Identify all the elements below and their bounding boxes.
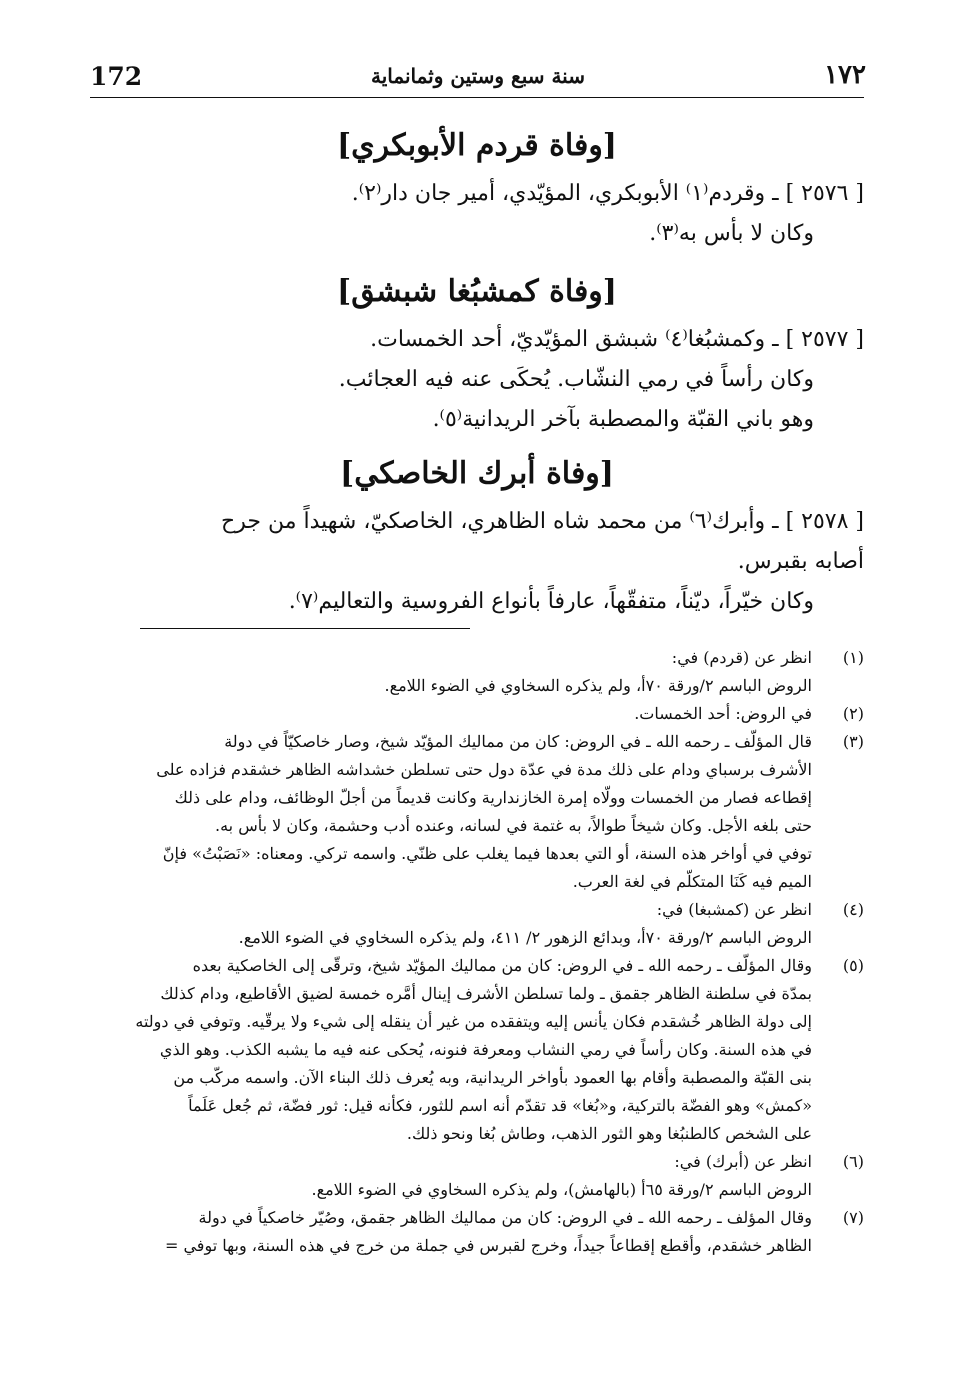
page-header <box>90 60 866 96</box>
footnote-line: انظر عن (كمشبغا) في: <box>656 900 812 919</box>
footnote <box>88 896 864 952</box>
footnote-separator <box>140 628 470 629</box>
footnote <box>88 644 864 700</box>
footnote-line: إلى دولة الظاهر خُشقدم فكان يأنس إليه ويتفقده من غير أن ينقله إلى شيء ولا يرقّيه. وتوفي في دولته <box>135 1012 812 1031</box>
footnote <box>88 700 864 728</box>
page-number-latin: 172 <box>90 62 143 91</box>
footnote-number: (٥) <box>842 956 864 975</box>
footnote-line: «كمش» وهو الفضّة بالتركية، و«بُغا» قد تقدّم أنه اسم للثور، فكأنه قيل: ثور فضّة، ثم جُعل عَلَماً <box>188 1096 812 1115</box>
footnote-line: إقطاعه فصار من الخمسات وولّاه إمرة الخازندارية وكانت قديماً من أجلّ الوظائف، ودام على ذلك <box>174 788 812 807</box>
footnote-line: توفي في أواخر هذه السنة، أو التي بعدها فيما يغلب على ظنّي. واسمه تركي. ومعناه: «نَصَبْتُ» فإنّ <box>162 844 812 863</box>
entry-line: وكان لا بأس به⁽٣⁾. <box>649 221 814 246</box>
footnote-line: في هذه السنة. وكان رأساً في رمي النشاب ومعرفة فنونه، يُحكى عنه فيه ما يشبه الكذب. وهو الذي <box>159 1040 812 1059</box>
footnote-line: انظر عن (أبرك) في: <box>674 1152 812 1171</box>
entry-line: [ ٢٥٧٦ ] ـ وقردم⁽١⁾ الأبوبكري، المؤيّدي، أمير جان دار⁽٢⁾. <box>351 181 864 206</box>
entry-line: [ ٢٥٧٧ ] ـ وكمشبُغا⁽٤⁾ شبشق المؤيّديّ، أحد الخمسات. <box>370 327 864 352</box>
footnote-line: الأشرف برسباي ودام على ذلك مدة في عدّة دول حتى تسلطن خشداشه الظاهر خشقدم فزاده على <box>156 760 812 779</box>
footnote-number: (١) <box>842 648 864 667</box>
footnote-line: بمدّة في سلطنة الظاهر جقمق ـ ولما تسلطن الأشرف إينال أمَّره خمسة لضيق الأقاطيع، ودام كذلك <box>160 984 812 1003</box>
entry-line: [ ٢٥٧٨ ] ـ وأبرك⁽٦⁾ من محمد شاه الظاهري، الخاصكيّ، شهيداً من جرح <box>221 509 864 534</box>
footnote-line: بنى القبّة والمصطبة وأقام بها العمود بأواخر الريدانية، وبه يُعرف ذلك البناء الآن. واسمه مركّب من <box>173 1068 812 1087</box>
section-heading: [وفاة كمشبُغا شبشق] <box>337 274 617 309</box>
footnote-line: وقال المؤلف ـ رحمه الله ـ في الروض: كان من مماليك الظاهر جقمق، وصُيّر خاصكياً في دولة <box>198 1208 812 1227</box>
footnote-line: حتى بلغه الأجل. وكان شيخاً طوالاً، به غتمة في لسانه، وعنده أدب وحشمة، وكان لا بأس به. <box>214 816 812 835</box>
entry-line: أصابه بقبرس. <box>737 549 864 574</box>
entry-line: وهو باني القبّة والمصطبة بآخر الريدانية⁽٥⁾. <box>432 407 814 432</box>
footnote-number: (٢) <box>842 704 864 723</box>
footnote-number: (٧) <box>842 1208 864 1227</box>
footnote-line: في الروض: أحد الخمسات. <box>634 704 812 723</box>
footnotes <box>88 644 864 1260</box>
footnote-line: الروض الباسم ٢/ورقة ٧٠أ، ولم يذكره السخاوي في الضوء اللامع. <box>384 676 812 695</box>
main-text <box>90 118 864 622</box>
footnote-line: على الشخص كالطنبُغا وهو الثور الذهب، وطاش بُغا ونحو ذلك. <box>406 1124 812 1143</box>
entry-line: وكان رأساً في رمي النشّاب. يُحكَى عنه فيه العجائب. <box>338 367 814 392</box>
header-rule <box>90 97 864 98</box>
footnote-line: الظاهر خشقدم، وأقطع إقطاعاً جيداً، وخرج لقبرس في جملة من خرج في هذه السنة، وبها توفي = <box>164 1236 812 1255</box>
footnote-number: (٣) <box>842 732 864 751</box>
footnote-line: قال المؤلّف ـ رحمه الله ـ في الروض: كان من مماليك المؤيّد شيخ، وصار خاصكيّاً في دولة <box>224 732 812 751</box>
footnote-line: وقال المؤلّف ـ رحمه الله ـ في الروض: كان من مماليك المؤيّد شيخ، وترقّى إلى الخاصكية بعده <box>192 956 812 975</box>
footnote <box>88 1204 864 1260</box>
section-heading: [وفاة أبرك الخاصكي] <box>340 456 614 491</box>
footnote-line: انظر عن (قردم) في: <box>671 648 812 667</box>
footnote-line: الروض الباسم ٢/ورقة ٧٠أ، وبدائع الزهور ٢/ ٤١١، ولم يذكره السخاوي في الضوء اللامع. <box>238 928 812 947</box>
footnote-number: (٦) <box>842 1152 864 1171</box>
section-heading: [وفاة قردم الأبوبكري] <box>336 128 618 163</box>
footnote-number: (٤) <box>842 900 864 919</box>
footnote <box>88 952 864 1148</box>
entry-line: وكان خيّراً، ديّناً، متفقّهاً، عارفاً بأنواع الفروسية والتعاليم⁽٧⁾. <box>288 589 814 614</box>
running-title: سنة سبع وستين وثمانماية <box>371 64 585 88</box>
footnote-line: الميم فيه كَنَا المتكلّم في لغة العرب. <box>572 872 812 891</box>
page-number-arabic: ١٧٢ <box>824 60 866 90</box>
footnote-line: الروض الباسم ٢/ورقة ٦٥أ (بالهامش)، ولم يذكره السخاوي في الضوء اللامع. <box>311 1180 812 1199</box>
footnote <box>88 1148 864 1204</box>
footnote <box>88 728 864 896</box>
